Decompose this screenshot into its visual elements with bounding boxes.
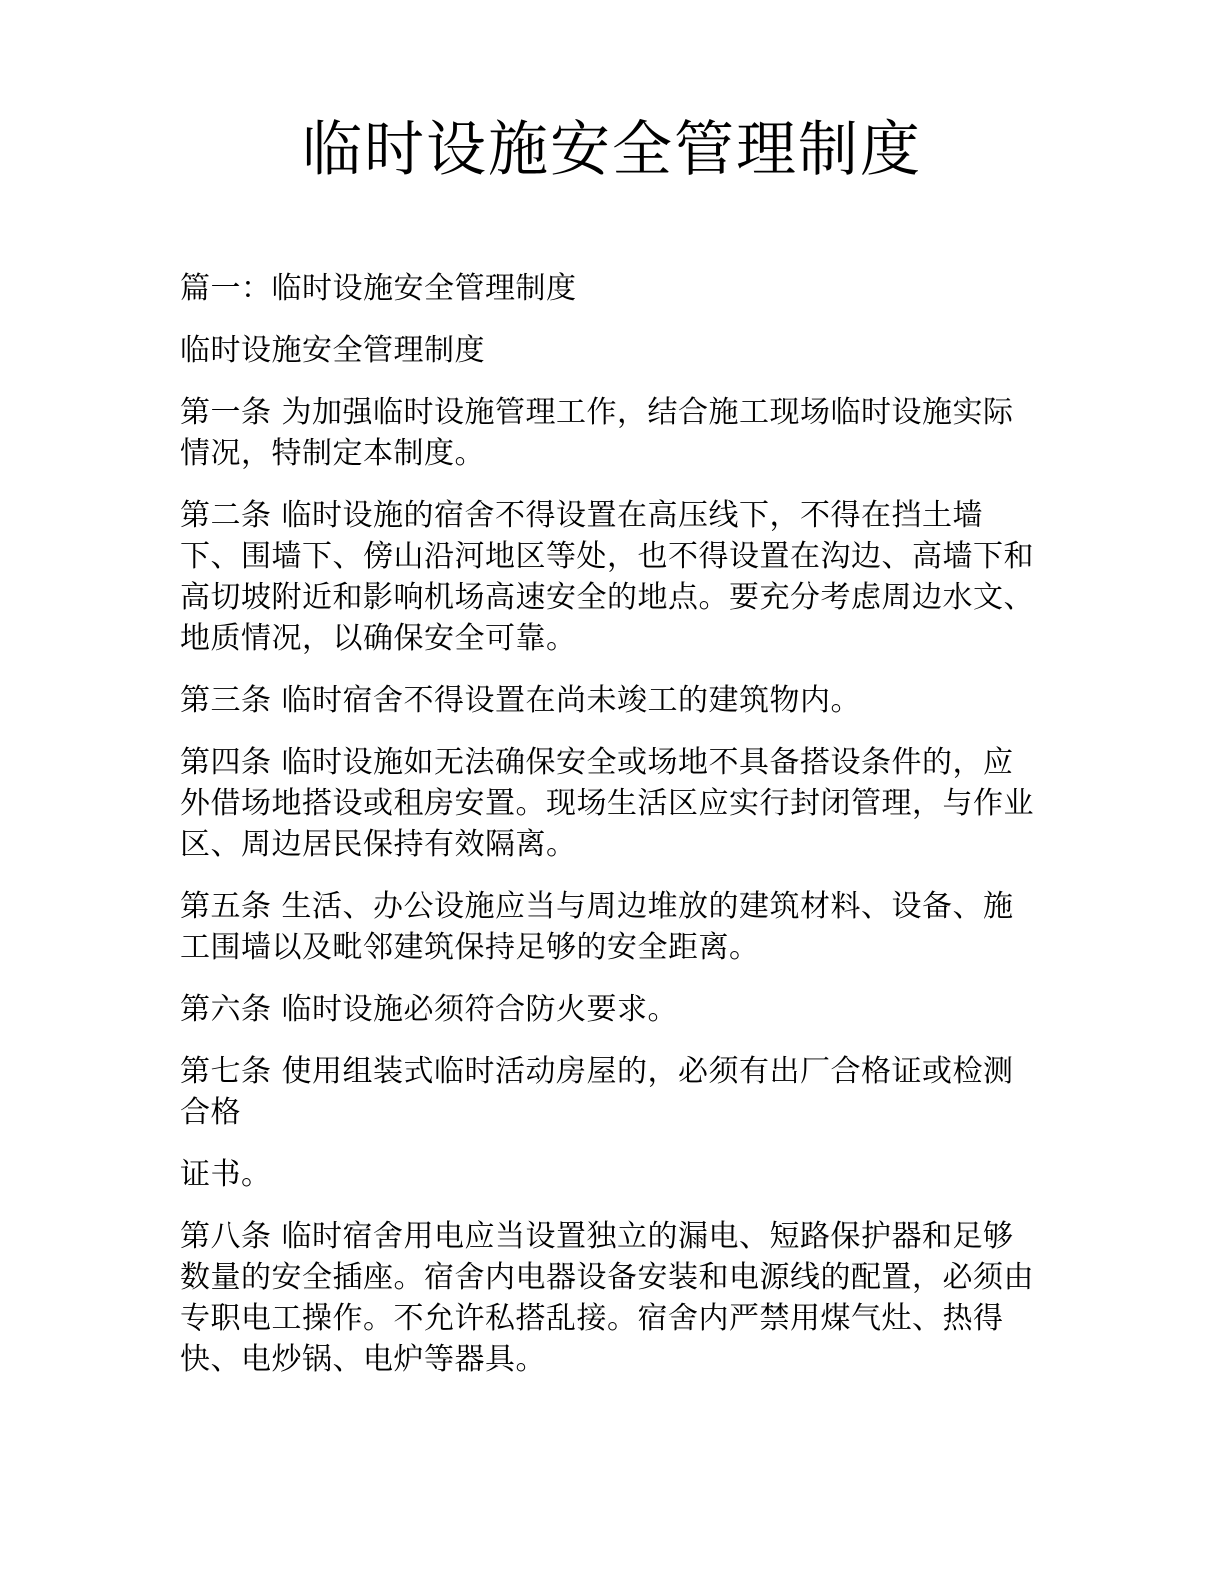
article-1: 第一条 为加强临时设施管理工作，结合施工现场临时设施实际情况，特制定本制度。: [180, 395, 1014, 471]
article-2: 第二条 临时设施的宿舍不得设置在高压线下，不得在挡土墙下、围墙下、傍山沿河地区等处，也不得设置在沟边、高墙下和高切坡附近和影响机场高速安全的地点。要充分考虑周边水文、地质情况，以确保安全可靠。: [180, 498, 1034, 656]
document-body: [180, 268, 1040, 1401]
article-8: 第八条 临时宿舍用电应当设置独立的漏电、短路保护器和足够数量的安全插座。宿舍内电器设备安装和电源线的配置，必须由专职电工操作。不允许私搭乱接。宿舍内严禁用煤气灶、热得快、电炒锅、电炉等器具。: [180, 1219, 1034, 1377]
document-title: 临时设施安全管理制度: [302, 115, 922, 185]
article-6: 第六条 临时设施必须符合防火要求。: [180, 992, 679, 1027]
article-7-continuation: 证书。: [180, 1157, 272, 1192]
section-heading: 篇一：临时设施安全管理制度: [180, 271, 577, 306]
article-5: 第五条 生活、办公设施应当与周边堆放的建筑材料、设备、施工围墙以及毗邻建筑保持足够的安全距离。: [180, 889, 1014, 965]
subtitle: 临时设施安全管理制度: [180, 333, 485, 368]
article-7: 第七条 使用组装式临时活动房屋的，必须有出厂合格证或检测合格: [180, 1054, 1014, 1130]
article-4: 第四条 临时设施如无法确保安全或场地不具备搭设条件的，应外借场地搭设或租房安置。现场生活区应实行封闭管理，与作业区、周边居民保持有效隔离。: [180, 745, 1034, 862]
article-3: 第三条 临时宿舍不得设置在尚未竣工的建筑物内。: [180, 683, 862, 718]
